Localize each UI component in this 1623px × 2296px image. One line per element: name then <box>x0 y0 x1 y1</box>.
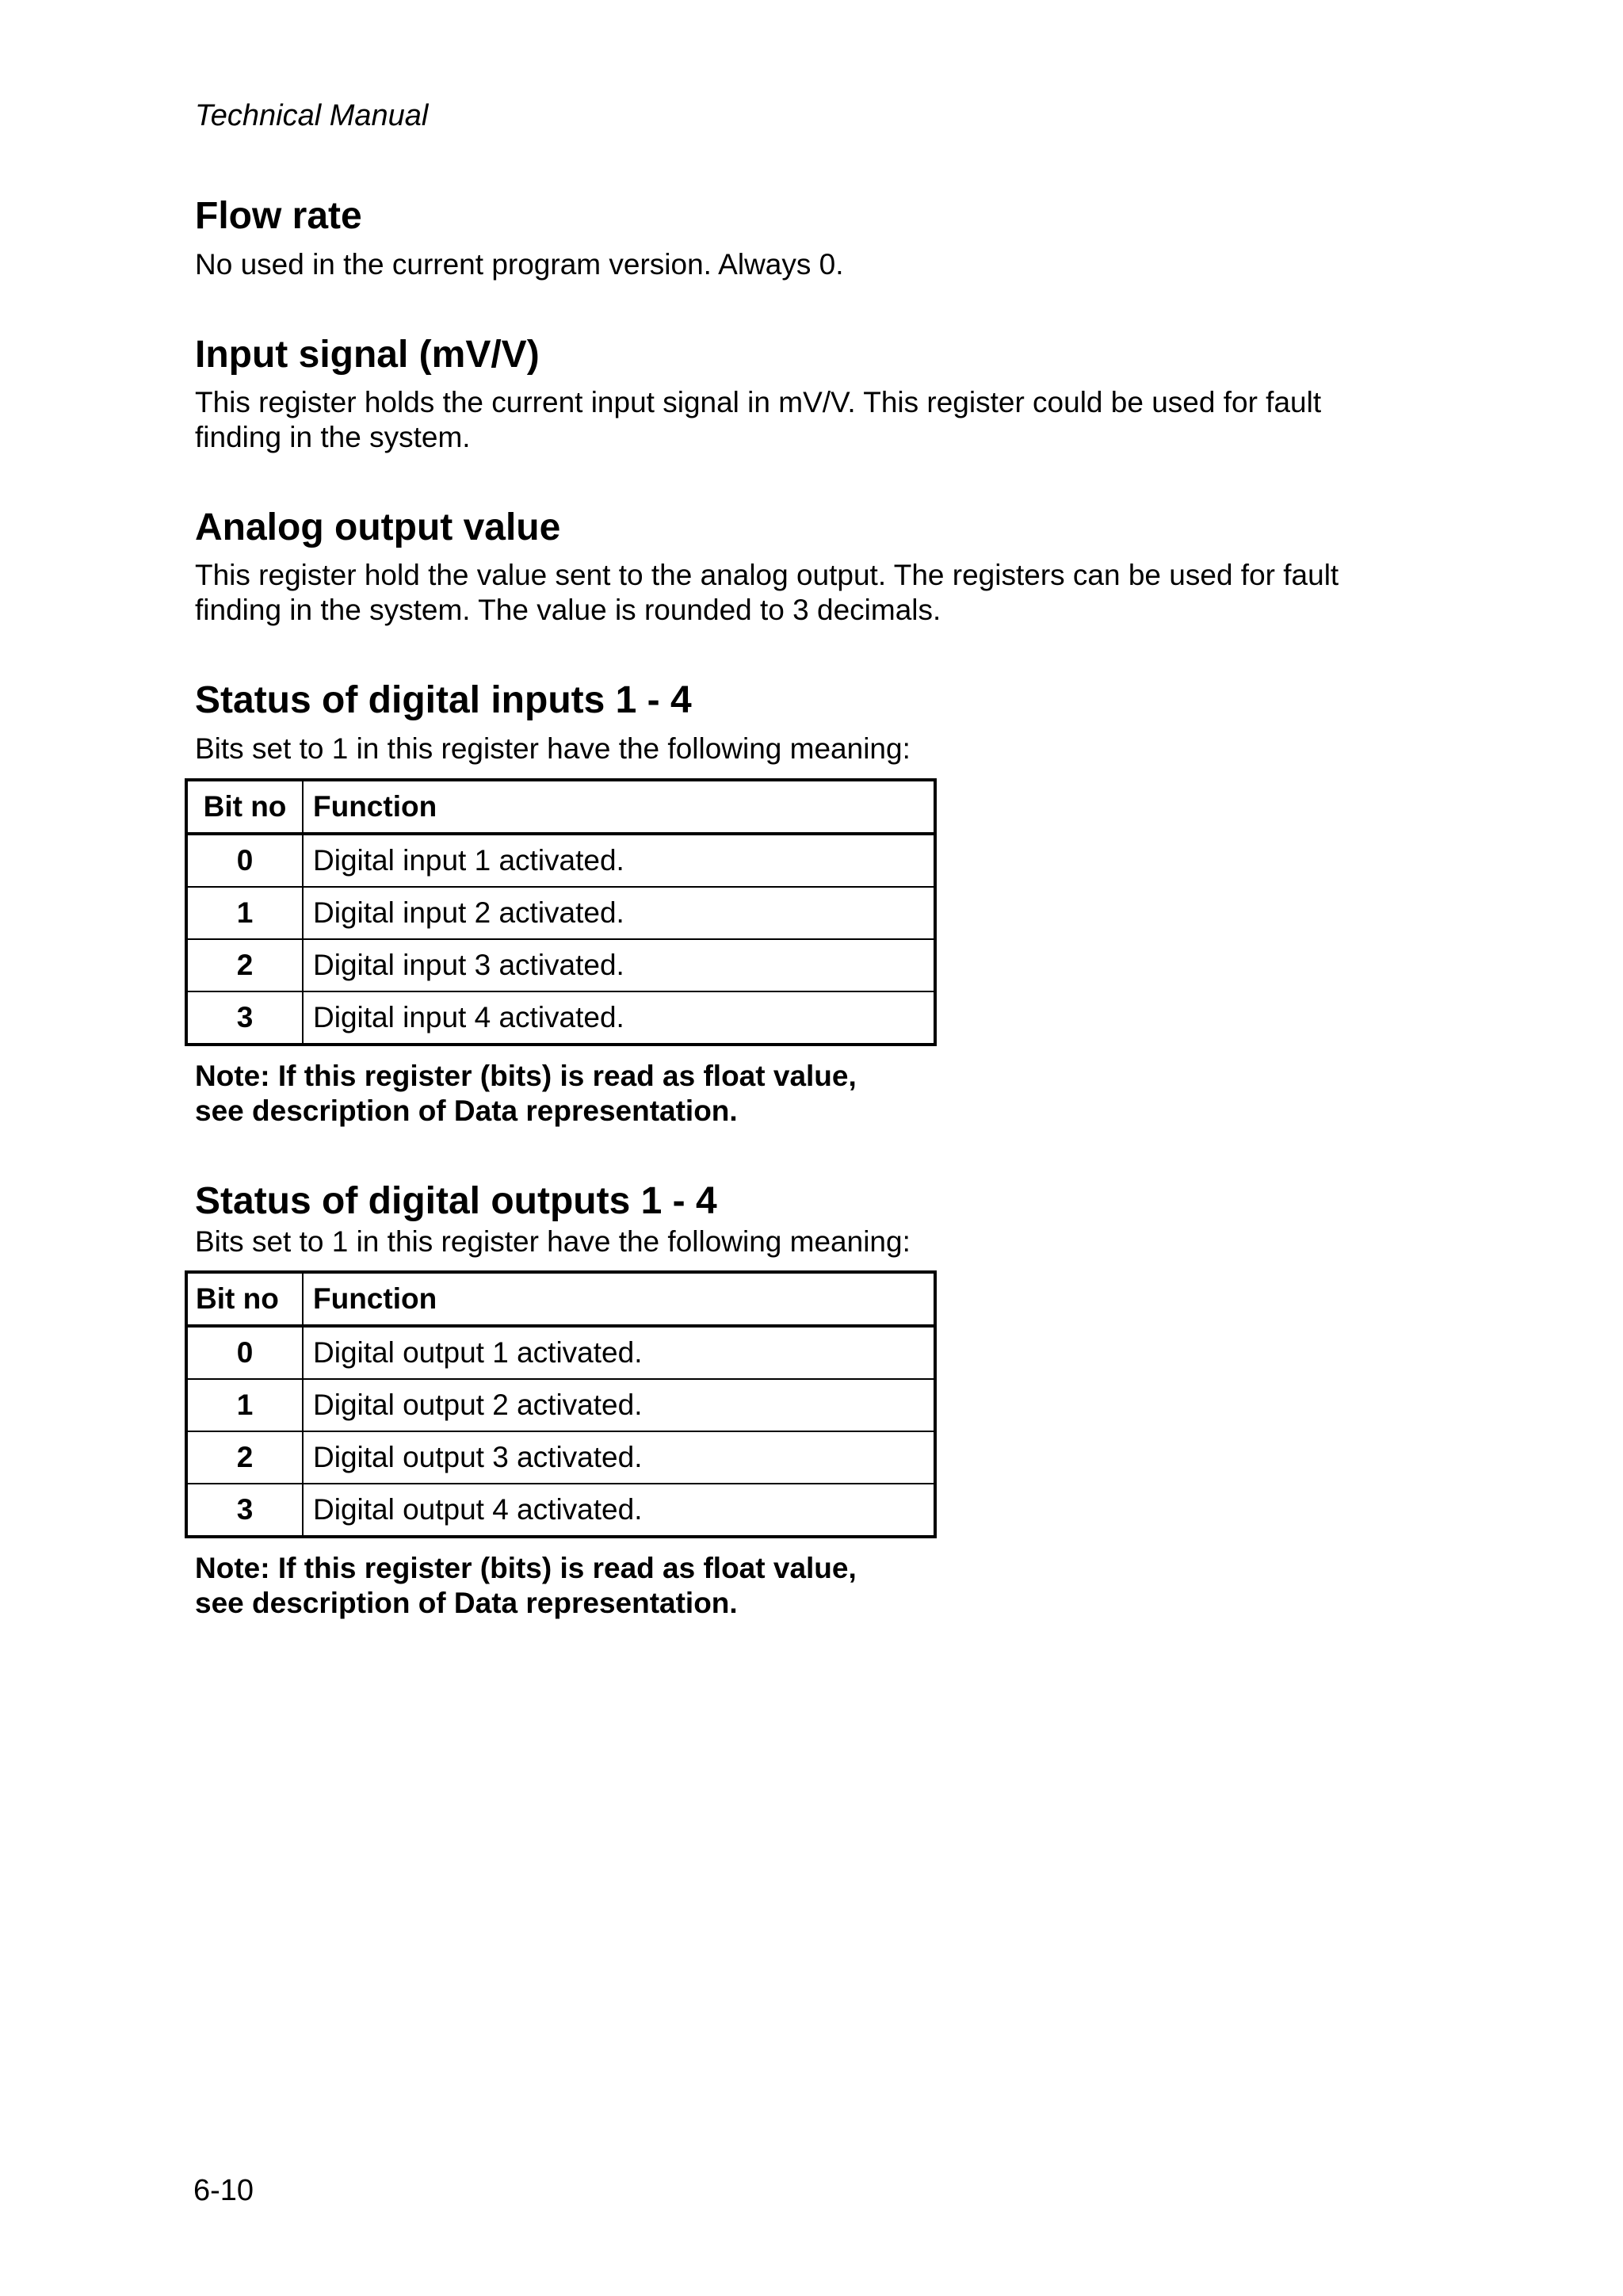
flow-rate-text: No used in the current program version. Always 0. <box>195 248 844 281</box>
bit-number-cell: 0 <box>186 1326 303 1379</box>
section-title-flow-rate: Flow rate <box>195 195 362 237</box>
page-number: 6-10 <box>193 2174 254 2207</box>
bit-number-cell: 1 <box>186 887 303 939</box>
table-row <box>186 887 935 939</box>
table-row <box>186 1326 935 1379</box>
function-cell: Digital output 1 activated. <box>303 1326 935 1379</box>
column-header-function: Function <box>303 780 935 834</box>
bit-number-cell: 1 <box>186 1379 303 1431</box>
table-row <box>186 939 935 991</box>
column-header-bit-no: Bit no <box>186 1272 303 1326</box>
bit-number-cell: 3 <box>186 1484 303 1537</box>
bit-number-cell: 2 <box>186 1431 303 1484</box>
function-cell: Digital output 2 activated. <box>303 1379 935 1431</box>
table-row <box>186 834 935 887</box>
digital-inputs-table <box>185 778 937 1046</box>
section-title-analog-output: Analog output value <box>195 506 561 548</box>
function-cell: Digital output 3 activated. <box>303 1431 935 1484</box>
function-cell: Digital input 1 activated. <box>303 834 935 887</box>
table-row <box>186 991 935 1045</box>
column-header-bit-no: Bit no <box>186 780 303 834</box>
digital-outputs-intro: Bits set to 1 in this register have the following meaning: <box>195 1225 911 1258</box>
section-title-digital-inputs: Status of digital inputs 1 - 4 <box>195 679 692 721</box>
running-header: Technical Manual <box>195 99 429 132</box>
digital-inputs-note-line-2: see description of Data representation. <box>195 1095 738 1127</box>
bit-number-cell: 3 <box>186 991 303 1045</box>
digital-outputs-note-line-2: see description of Data representation. <box>195 1587 738 1619</box>
section-title-input-signal: Input signal (mV/V) <box>195 334 540 376</box>
table-header-row <box>186 780 935 834</box>
analog-output-text: This register hold the value sent to the analog output. The registers can be used for fault finding in the system. The value is rounded to 3 decimals. <box>195 559 1339 626</box>
table-header-row <box>186 1272 935 1326</box>
digital-inputs-note-line-1: Note: If this register (bits) is read as float value, <box>195 1060 857 1092</box>
function-cell: Digital input 2 activated. <box>303 887 935 939</box>
function-cell: Digital output 4 activated. <box>303 1484 935 1537</box>
bit-number-cell: 2 <box>186 939 303 991</box>
table-row <box>186 1431 935 1484</box>
function-cell: Digital input 3 activated. <box>303 939 935 991</box>
table-row <box>186 1379 935 1431</box>
digital-outputs-note-line-1: Note: If this register (bits) is read as float value, <box>195 1552 857 1584</box>
table-row <box>186 1484 935 1537</box>
digital-inputs-intro: Bits set to 1 in this register have the following meaning: <box>195 732 911 765</box>
function-cell: Digital input 4 activated. <box>303 991 935 1045</box>
bit-number-cell: 0 <box>186 834 303 887</box>
section-title-digital-outputs: Status of digital outputs 1 - 4 <box>195 1180 717 1222</box>
digital-outputs-table <box>185 1270 937 1538</box>
input-signal-text: This register holds the current input signal in mV/V. This register could be used for fault finding in the system. <box>195 386 1322 453</box>
column-header-function: Function <box>303 1272 935 1326</box>
